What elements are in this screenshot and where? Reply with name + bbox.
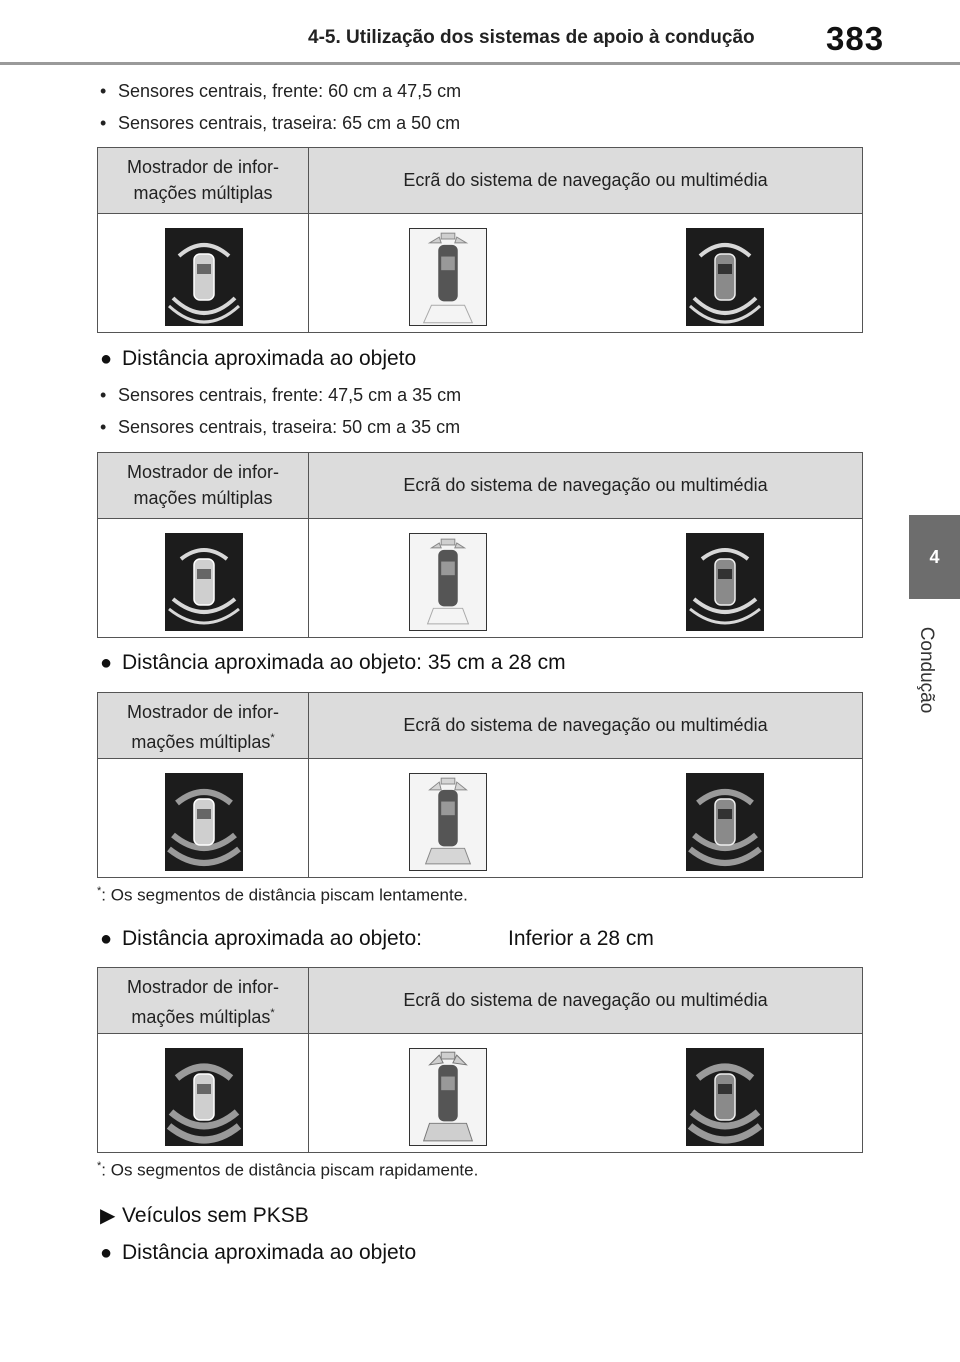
filled-circle-icon: ●	[100, 928, 113, 950]
header-nav-screen: Ecrã do sistema de navegação ou multimédia	[403, 990, 768, 1010]
multimedia-screen-image	[686, 533, 764, 631]
header-multi-info-display: Mostrador de infor- mações múltiplas	[98, 453, 309, 518]
bullet-item	[100, 81, 461, 102]
filled-circle-icon: ●	[100, 1242, 113, 1264]
multi-info-display-image	[165, 1048, 243, 1146]
chapter-tab: 4	[909, 515, 960, 599]
section-heading	[100, 347, 416, 371]
footnote-text: : Os segmentos de distância piscam rapidamente.	[101, 1160, 479, 1180]
bullet-icon: •	[100, 113, 107, 133]
header-rule	[0, 62, 960, 65]
bullet-item	[100, 417, 460, 438]
header-nav-screen: Ecrã do sistema de navegação ou multimédia	[403, 715, 768, 735]
display-table	[97, 147, 863, 333]
bullet-text: Sensores centrais, frente: 60 cm a 47,5 cm	[118, 81, 462, 101]
subheading-text: Veículos sem PKSB	[122, 1204, 309, 1227]
multi-info-display-image	[165, 773, 243, 871]
table-row	[98, 759, 862, 877]
table-header	[98, 453, 862, 519]
asterisk: *	[270, 1007, 275, 1019]
footnote-text: : Os segmentos de distância piscam lentamente.	[101, 885, 468, 905]
bullet-item	[100, 113, 460, 134]
section-heading	[100, 651, 566, 675]
header-multi-info-display: Mostrador de infor- mações múltiplas	[98, 148, 309, 213]
heading-text: Distância aproximada ao objeto:	[122, 927, 423, 950]
header-nav-screen: Ecrã do sistema de navegação ou multimédia	[403, 475, 768, 495]
table-row	[98, 1034, 862, 1152]
header-nav-screen: Ecrã do sistema de navegação ou multimédia	[403, 170, 768, 190]
display-table	[97, 452, 863, 638]
asterisk: *	[270, 732, 275, 744]
nav-screen-image	[409, 773, 487, 871]
multimedia-screen-image	[686, 228, 764, 326]
heading-text: Distância aproximada ao objeto	[122, 347, 417, 370]
filled-circle-icon: ●	[100, 348, 113, 370]
header-multi-info-display: Mostrador de infor- mações múltiplas*	[98, 968, 309, 1033]
multimedia-screen-image	[686, 773, 764, 871]
bullet-icon: •	[100, 385, 107, 405]
nav-screen-image	[409, 228, 487, 326]
table-header	[98, 968, 862, 1034]
nav-screen-image	[409, 1048, 487, 1146]
page-number: 383	[826, 20, 885, 57]
nav-screen-image	[409, 533, 487, 631]
table-row	[98, 519, 862, 637]
bullet-text: Sensores centrais, traseira: 50 cm a 35 cm	[118, 417, 461, 437]
heading-text: Distância aproximada ao objeto	[122, 1241, 417, 1264]
filled-circle-icon: ●	[100, 652, 113, 674]
table-header	[98, 148, 862, 214]
header-multi-info-display: Mostrador de infor- mações múltiplas*	[98, 693, 309, 758]
heading-text: Distância aproximada ao objeto: 35 cm a 28 cm	[122, 651, 566, 674]
bullet-icon: •	[100, 81, 107, 101]
multi-info-display-image	[165, 533, 243, 631]
section-header-title: 4-5. Utilização dos sistemas de apoio à condução	[308, 27, 755, 48]
asterisk: *	[97, 885, 102, 897]
chapter-label-text: Condução	[916, 626, 937, 714]
section-heading	[100, 927, 654, 951]
bullet-item	[100, 385, 461, 406]
bullet-icon: •	[100, 417, 107, 437]
display-table	[97, 967, 863, 1153]
multimedia-screen-image	[686, 1048, 764, 1146]
chapter-label	[905, 615, 947, 725]
section-heading	[100, 1241, 416, 1265]
bullet-text: Sensores centrais, traseira: 65 cm a 50 cm	[118, 113, 461, 133]
bullet-text: Sensores centrais, frente: 47,5 cm a 35 cm	[118, 385, 462, 405]
display-table	[97, 692, 863, 878]
multi-info-display-image	[165, 228, 243, 326]
footnote	[97, 885, 468, 906]
table-row	[98, 214, 862, 332]
right-triangle-icon: ▶	[100, 1205, 116, 1227]
asterisk: *	[97, 1160, 102, 1172]
table-header	[98, 693, 862, 759]
subsection-heading	[100, 1203, 309, 1228]
footnote	[97, 1160, 478, 1181]
heading-value: Inferior a 28 cm	[508, 927, 654, 950]
